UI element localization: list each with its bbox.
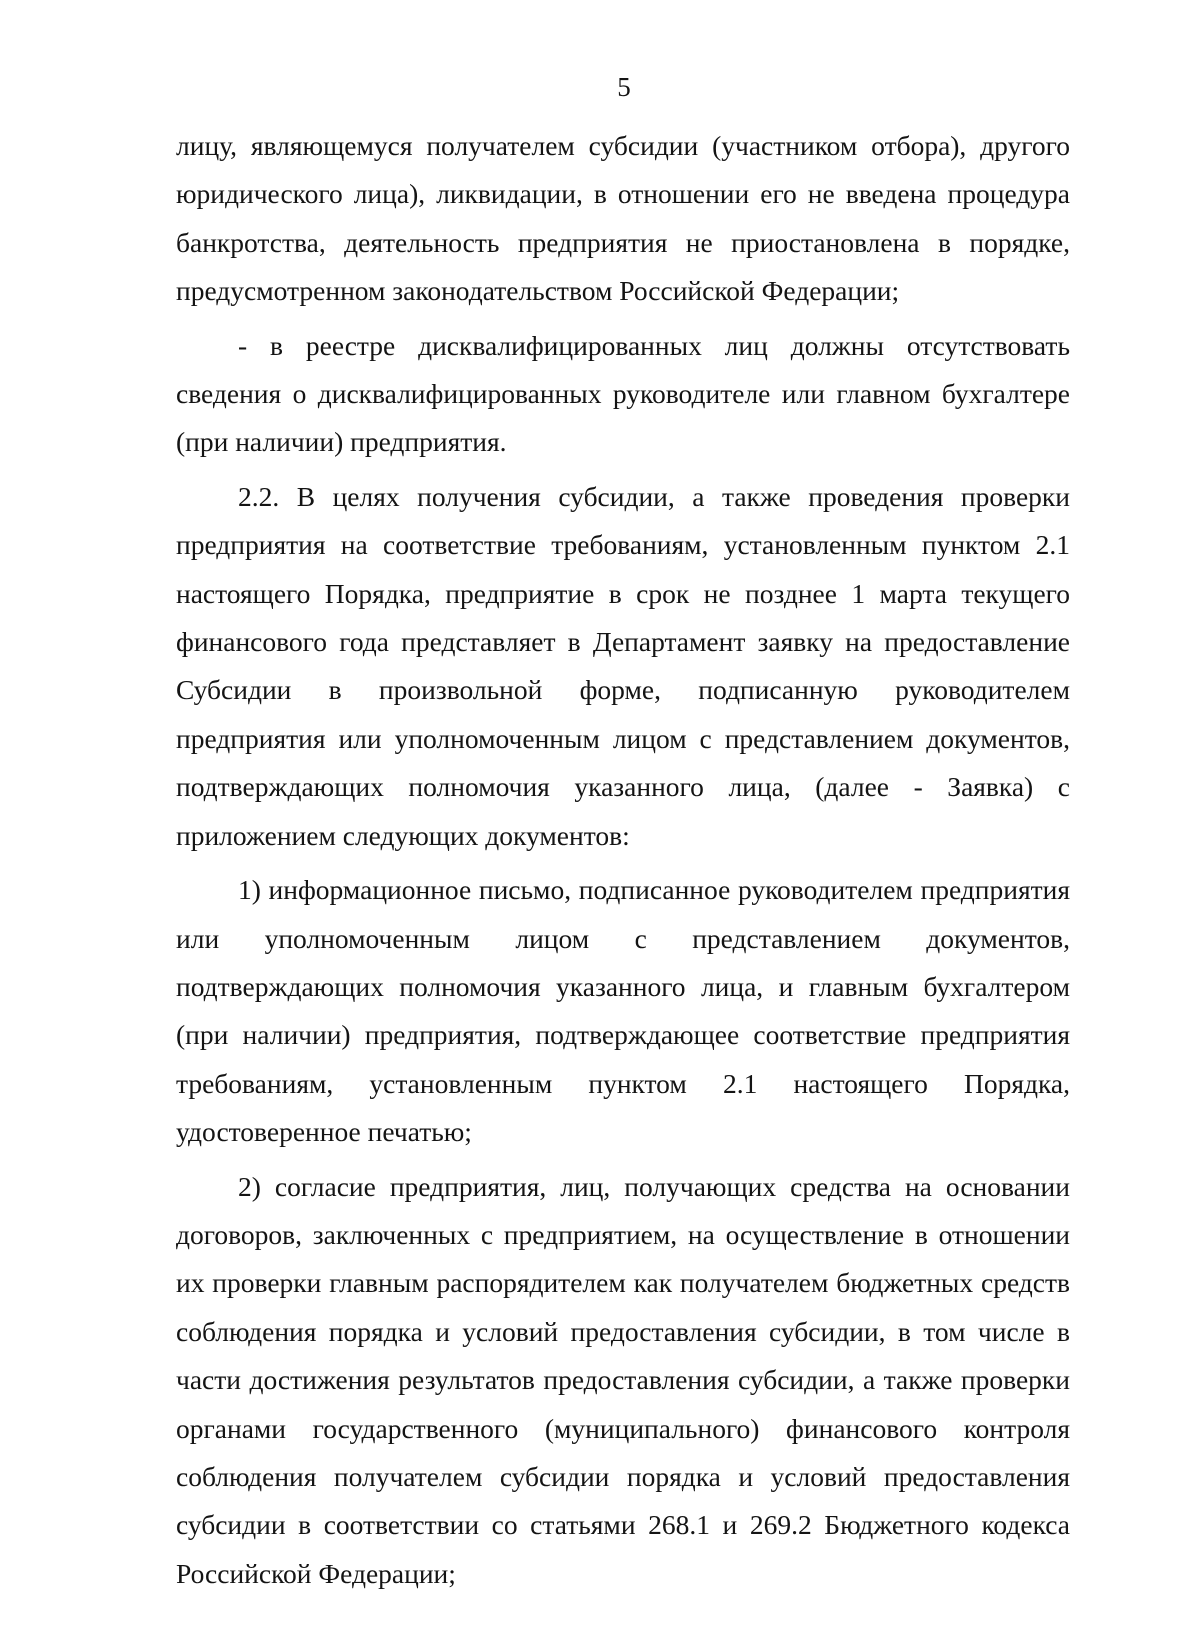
document-body bbox=[176, 122, 1070, 1604]
paragraph-item-2-consent: 2) согласие предприятия, лиц, получающих средства на основании договоров, заключенных с предприятием, на осуществление в отношении их проверки главным распорядителем как получателем бюджетных средств соблюдения порядка и условий предоставления субсидии, в том числе в части достижения результатов предоставления субсидии, а также проверки органами государственного (муниципального) финансового контроля соблюдения получателем субсидии порядка и условий предоставления субсидии в соответствии со статьями 268.1 и 269.2 Бюджетного кодекса Российской Федерации; bbox=[176, 1170, 1070, 1589]
paragraph-disqualified-registry: - в реестре дисквалифицированных лиц должны отсутствовать сведения о дисквалифицированных руководителе или главном бухгалтере (при наличии) предприятия. bbox=[176, 329, 1070, 458]
page-number: 5 bbox=[617, 72, 631, 102]
paragraph-item-1-info-letter: 1) информационное письмо, подписанное руководителем предприятия или уполномоченным лицом с представлением документов, подтверждающих полномочия указанного лица, и главным бухгалтером (при наличии) предприятия, подтверждающее соответствие предприятия требованиям, установленным пунктом 2.1 настоящего Порядка, удостоверенное печатью; bbox=[176, 874, 1070, 1148]
paragraph-continuation: лицу, являющемуся получателем субсидии (участником отбора), другого юридического лица), ликвидации, в отношении его не введена процедура банкротства, деятельность предприятия не приостановлена в порядке, предусмотренном законодательством Российской Федерации; bbox=[176, 130, 1070, 307]
paragraph-2-2-application: 2.2. В целях получения субсидии, а также проведения проверки предприятия на соответствие требованиям, установленным пунктом 2.1 настоящего Порядка, предприятие в срок не позднее 1 марта текущего финансового года представляет в Департамент заявку на предоставление Субсидии в произвольной форме, подписанную руководителем предприятия или уполномоченным лицом с представлением документов, подтверждающих полномочия указанного лица, (далее - Заявка) с приложением следующих документов: bbox=[176, 480, 1070, 851]
